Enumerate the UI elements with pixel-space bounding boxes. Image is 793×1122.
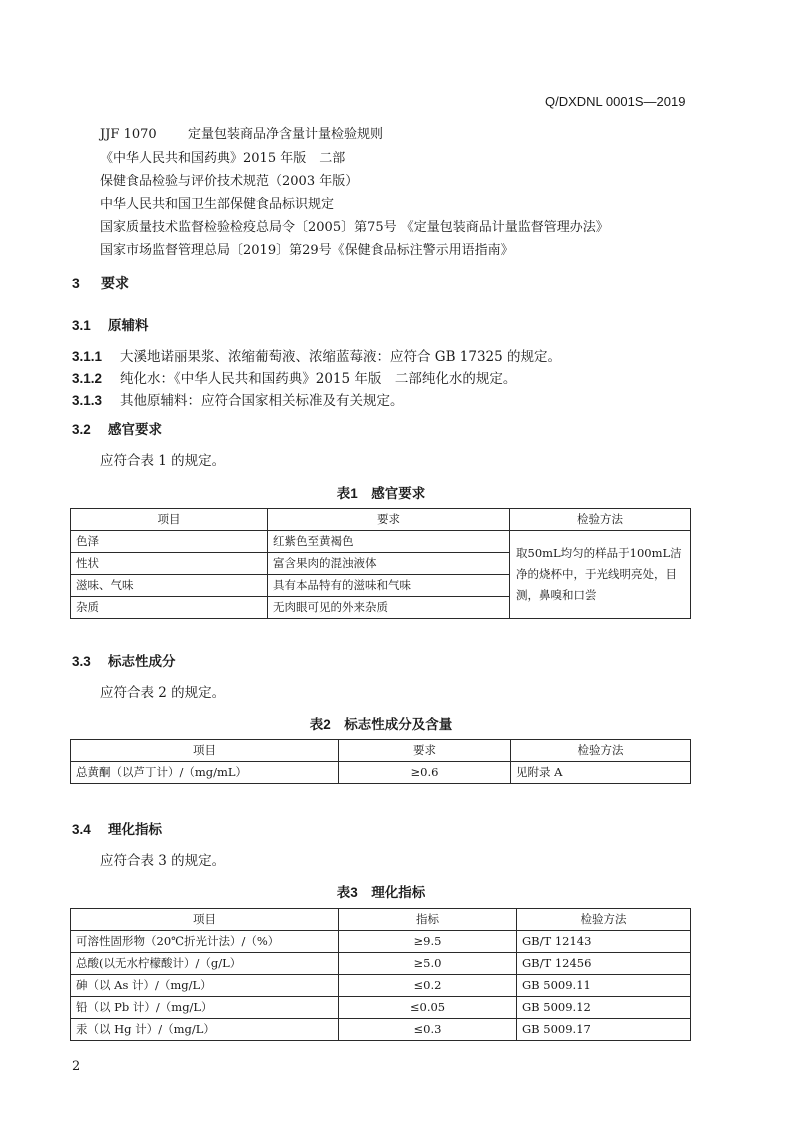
- column-header: 要求: [268, 509, 510, 531]
- table-row: [71, 531, 691, 553]
- paragraph: 应符合表 3 的规定。: [100, 853, 226, 869]
- cell-requirement: 红紫色至黄褐色: [268, 531, 510, 553]
- column-header: 项目: [71, 909, 339, 931]
- cell-item: 可溶性固形物（20℃折光计法）/（%）: [71, 931, 339, 953]
- cell-item: 砷（以 As 计）/（mg/L）: [71, 975, 339, 997]
- cell-requirement: ≤0.05: [339, 997, 517, 1019]
- reference-item: [100, 216, 609, 235]
- reference-title: 保健食品检验与评价技术规范（2003 年版）: [100, 174, 359, 189]
- sensory-table: [70, 508, 691, 619]
- subsection-heading: 3.3 标志性成分: [72, 654, 176, 669]
- cell-requirement: 富含果肉的混浊液体: [268, 553, 510, 575]
- reference-item: [100, 123, 383, 142]
- physicochemical-table: [70, 908, 691, 1041]
- table-caption: 表1 感官要求: [336, 486, 426, 501]
- cell-method: GB 5009.12: [517, 997, 691, 1019]
- marker-table: [70, 739, 691, 784]
- standard-number: Q/DXDNL 0001S—2019: [545, 94, 686, 109]
- cell-requirement: 具有本品特有的滋味和气味: [268, 575, 510, 597]
- cell-item: 色泽: [71, 531, 268, 553]
- cell-item: 滋味、气味: [71, 575, 268, 597]
- cell-item: 铅（以 Pb 计）/（mg/L）: [71, 997, 339, 1019]
- subsection-heading: 3.1 原辅料: [72, 318, 149, 333]
- page-number: 2: [72, 1059, 81, 1074]
- subsection-heading: 3.4 理化指标: [72, 822, 162, 837]
- reference-title: 国家质量技术监督检验检疫总局令〔2005〕第75号 《定量包装商品计量监督管理办法》: [100, 220, 609, 235]
- cell-method: GB 5009.17: [517, 1019, 691, 1041]
- reference-title: 定量包装商品净含量计量检验规则: [188, 127, 384, 142]
- cell-method: GB 5009.11: [517, 975, 691, 997]
- reference-item: [100, 193, 334, 212]
- cell-method: 见附录 A: [511, 762, 691, 784]
- reference-item: [100, 170, 358, 189]
- reference-title: 国家市场监督管理总局〔2019〕第29号《保健食品标注警示用语指南》: [100, 243, 514, 258]
- cell-item: 性状: [71, 553, 268, 575]
- table-row: [71, 762, 691, 784]
- table-row: [71, 997, 691, 1019]
- cell-item: 总酸(以无水柠檬酸计）/（g/L）: [71, 953, 339, 975]
- table-row: [71, 975, 691, 997]
- column-header: 检验方法: [510, 509, 691, 531]
- cell-method: 取50mL均匀的样品于100mL洁净的烧杯中，于光线明亮处，目测，鼻嗅和口尝: [510, 531, 691, 619]
- table-caption: 表3 理化指标: [336, 885, 426, 900]
- table-caption: 表2 标志性成分及含量: [309, 717, 453, 732]
- reference-item: [100, 239, 514, 258]
- column-header: 检验方法: [511, 740, 691, 762]
- table-header-row: [71, 509, 691, 531]
- table-header-row: [71, 909, 691, 931]
- cell-requirement: ≥5.0: [339, 953, 517, 975]
- cell-method: GB/T 12143: [517, 931, 691, 953]
- cell-requirement: ≥0.6: [339, 762, 511, 784]
- table-header-row: [71, 740, 691, 762]
- reference-code: JJF 1070: [100, 127, 157, 142]
- cell-method: GB/T 12456: [517, 953, 691, 975]
- cell-requirement: ≤0.2: [339, 975, 517, 997]
- table-row: [71, 931, 691, 953]
- paragraph: 应符合表 2 的规定。: [100, 685, 226, 701]
- section-heading: 3 要求: [72, 275, 129, 291]
- column-header: 检验方法: [517, 909, 691, 931]
- clause-item: 3.1.3 其他原辅料：应符合国家相关标准及有关规定。: [72, 393, 404, 409]
- cell-requirement: 无肉眼可见的外来杂质: [268, 597, 510, 619]
- cell-item: 汞（以 Hg 计）/（mg/L）: [71, 1019, 339, 1041]
- cell-item: 总黄酮（以芦丁计）/（mg/mL）: [71, 762, 339, 784]
- clause-item: 3.1.2 纯化水：《中华人民共和国药典》2015 年版 二部纯化水的规定。: [72, 371, 517, 387]
- reference-title: 《中华人民共和国药典》2015 年版 二部: [100, 151, 346, 166]
- column-header: 项目: [71, 509, 268, 531]
- reference-title: 中华人民共和国卫生部保健食品标识规定: [100, 197, 335, 212]
- column-header: 指标: [339, 909, 517, 931]
- reference-item: [100, 147, 345, 166]
- cell-item: 杂质: [71, 597, 268, 619]
- column-header: 要求: [339, 740, 511, 762]
- subsection-heading: 3.2 感官要求: [72, 422, 162, 437]
- table-row: [71, 953, 691, 975]
- column-header: 项目: [71, 740, 339, 762]
- cell-requirement: ≥9.5: [339, 931, 517, 953]
- table-row: [71, 1019, 691, 1041]
- cell-requirement: ≤0.3: [339, 1019, 517, 1041]
- clause-item: 3.1.1 大溪地诺丽果浆、浓缩葡萄液、浓缩蓝莓液：应符合 GB 17325 的规定。: [72, 349, 562, 365]
- paragraph: 应符合表 1 的规定。: [100, 453, 226, 469]
